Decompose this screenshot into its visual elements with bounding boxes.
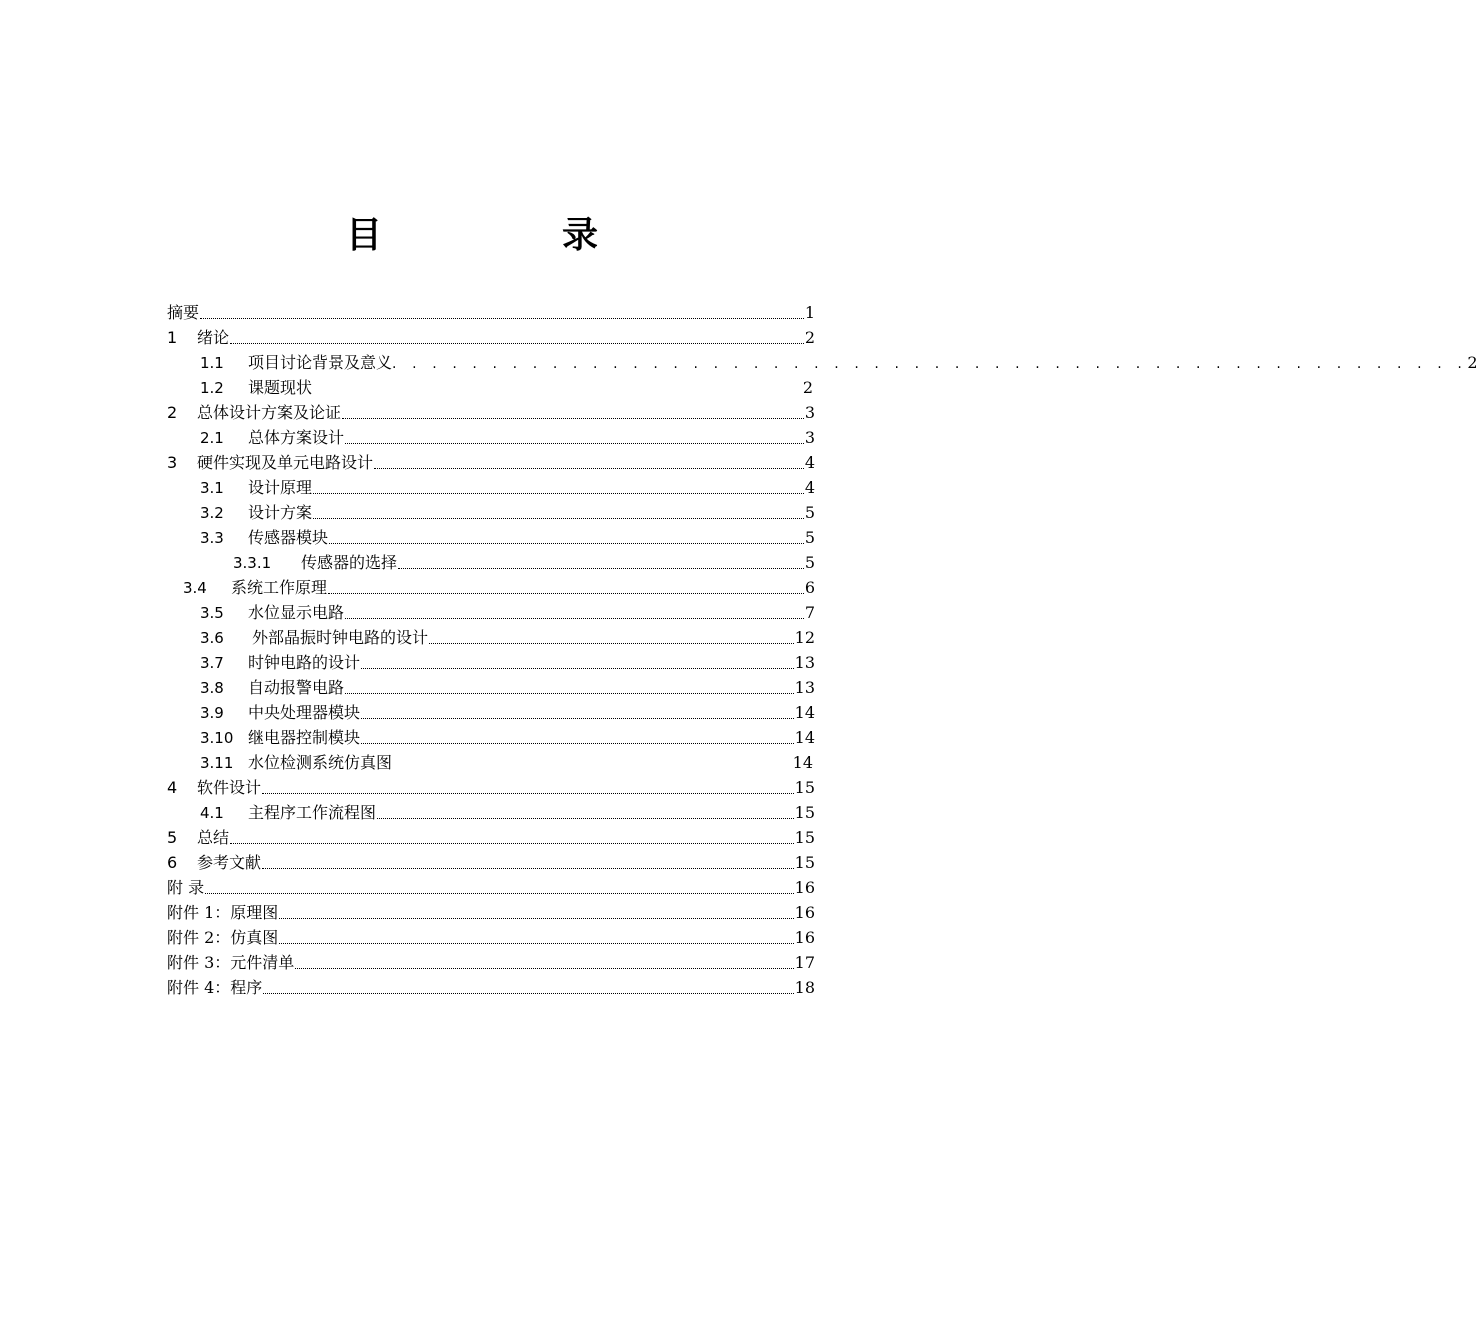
toc-dot-leader [429, 642, 794, 644]
toc-dot-leader [279, 942, 793, 944]
toc-section-number: 3.1 [200, 479, 224, 497]
toc-entry-text: 水位检测系统仿真图 [248, 753, 393, 772]
toc-entry-text: 传感器模块 [248, 528, 329, 547]
toc-entry-text: 附 录 [167, 878, 205, 897]
toc-dot-leader [313, 492, 804, 494]
toc-entry-6[interactable] [167, 848, 815, 873]
toc-dot-leader [262, 792, 794, 794]
toc-dot-leader [295, 967, 793, 969]
toc-entry-abstract[interactable] [167, 298, 815, 323]
toc-section-number: 3.5 [200, 604, 224, 622]
toc-entry-text: 继电器控制模块 [248, 728, 361, 747]
toc-entry-3-11[interactable] [167, 748, 815, 773]
toc-section-number: 3.9 [200, 704, 224, 722]
toc-page-number: 16 [794, 903, 815, 922]
toc-entry-3-6[interactable] [167, 623, 815, 648]
toc-section-number: 3.8 [200, 679, 224, 697]
toc-entry-text: 摘要 [167, 303, 200, 322]
toc-dot-leader: . . . . . . . . . . . . . . . . . . . . . . . . . . . . . . . . . . . . . . . . . . . . . . . . . . . . . . [392, 356, 1468, 372]
toc-section-number: 1.1 [200, 354, 224, 372]
toc-entry-text: 总体方案设计 [248, 428, 345, 447]
toc-entry-text: 水位显示电路 [248, 603, 345, 622]
toc-dot-leader [361, 717, 794, 719]
toc-section-number: 3 [167, 453, 178, 472]
toc-leader-blank [313, 393, 802, 394]
toc-dot-leader [361, 667, 794, 669]
toc-entry-text: 硬件实现及单元电路设计 [197, 453, 374, 472]
toc-entry-attachment-2[interactable] [167, 923, 815, 948]
toc-entry-3-3[interactable] [167, 523, 815, 548]
toc-section-number: 5 [167, 828, 178, 847]
toc-page-number: 15 [794, 853, 815, 872]
toc-dot-leader [262, 867, 794, 869]
toc-page-number: 4 [804, 453, 815, 472]
toc-section-number: 3.4 [183, 579, 207, 597]
toc-page-number: 14 [794, 703, 815, 722]
toc-page-number: 18 [794, 978, 815, 997]
toc-page-number: 4 [804, 478, 815, 497]
page-title: 目 录 [345, 215, 670, 256]
toc-dot-leader [345, 692, 794, 694]
toc-section-number: 3.6 [200, 629, 224, 647]
toc-section-number: 3.7 [200, 654, 224, 672]
toc-section-number: 1.2 [200, 379, 224, 397]
toc-page-number: 16 [794, 928, 815, 947]
toc-page-number: 12 [794, 628, 815, 647]
toc-entry-text: 自动报警电路 [248, 678, 345, 697]
toc-dot-leader [342, 417, 804, 419]
toc-entry-text: 外部晶振时钟电路的设计 [252, 628, 429, 647]
toc-page-number: 3 [804, 428, 815, 447]
toc-entry-1-1[interactable] [167, 348, 1478, 373]
toc-page-number: 2 [802, 378, 813, 397]
toc-entry-text: 附件 3：元件清单 [167, 953, 295, 972]
toc-entry-1[interactable] [167, 323, 815, 348]
toc-entry-3-3-1[interactable] [167, 548, 815, 573]
toc-page-number: 5 [804, 503, 815, 522]
toc-dot-leader [263, 992, 793, 994]
toc-entry-appendix[interactable] [167, 873, 815, 898]
toc-entry-text: 中央处理器模块 [248, 703, 361, 722]
toc-dot-leader [205, 892, 794, 894]
toc-entry-4[interactable] [167, 773, 815, 798]
toc-section-number: 4 [167, 778, 178, 797]
toc-section-number: 3.2 [200, 504, 224, 522]
toc-entry-3-1[interactable] [167, 473, 815, 498]
toc-dot-leader [361, 742, 794, 744]
toc-entry-3[interactable] [167, 448, 815, 473]
toc-entry-4-1[interactable] [167, 798, 815, 823]
toc-page-number: 17 [794, 953, 815, 972]
toc-entry-1-2[interactable] [167, 373, 815, 398]
toc-entry-text: 附件 2：仿真图 [167, 928, 279, 947]
toc-dot-leader [230, 842, 794, 844]
toc-page-number: 3 [804, 403, 815, 422]
toc-entry-3-10[interactable] [167, 723, 815, 748]
toc-dot-leader [345, 617, 804, 619]
toc-entry-3-4[interactable] [167, 573, 815, 598]
toc-section-number: 4.1 [200, 804, 224, 822]
toc-entry-text: 课题现状 [248, 378, 313, 397]
toc-dot-leader [374, 467, 804, 469]
toc-entry-3-5[interactable] [167, 598, 815, 623]
toc-page-number: 14 [794, 728, 815, 747]
toc-entry-2-1[interactable] [167, 423, 815, 448]
toc-dot-leader [279, 917, 793, 919]
toc-entry-text: 参考文献 [197, 853, 262, 872]
toc-page-number: 14 [792, 753, 813, 772]
toc-page-number: 5 [804, 553, 815, 572]
toc-section-number: 3.3 [200, 529, 224, 547]
toc-page-number: 2 [1467, 353, 1478, 372]
toc-entry-text: 主程序工作流程图 [248, 803, 377, 822]
toc-entry-text: 系统工作原理 [231, 578, 328, 597]
toc-dot-leader [313, 517, 804, 519]
toc-entry-text: 设计原理 [248, 478, 313, 497]
toc-page-number: 1 [804, 303, 815, 322]
toc-dot-leader [345, 442, 804, 444]
toc-page-number: 5 [804, 528, 815, 547]
toc-entry-text: 总结 [197, 828, 230, 847]
toc-section-number: 3.3.1 [233, 554, 272, 572]
toc-entry-text: 总体设计方案及论证 [197, 403, 342, 422]
toc-entry-attachment-4[interactable] [167, 973, 815, 998]
toc-section-number: 1 [167, 328, 178, 347]
toc-page-number: 7 [804, 603, 815, 622]
toc-entry-2[interactable] [167, 398, 815, 423]
toc-dot-leader [328, 592, 804, 594]
toc-dot-leader [200, 317, 804, 319]
toc-section-number: 3.11 [200, 754, 234, 772]
toc-dot-leader [230, 342, 804, 344]
toc-page-number: 6 [804, 578, 815, 597]
toc-entry-3-7[interactable] [167, 648, 815, 673]
toc-section-number: 2 [167, 403, 178, 422]
toc-entry-3-9[interactable] [167, 698, 815, 723]
toc-entry-3-2[interactable] [167, 498, 815, 523]
toc-entry-text: 时钟电路的设计 [248, 653, 361, 672]
toc-entry-3-8[interactable] [167, 673, 815, 698]
toc-entry-text: 设计方案 [248, 503, 313, 522]
toc-dot-leader [398, 567, 804, 569]
toc-section-number: 3.10 [200, 729, 234, 747]
toc-page-number: 13 [794, 678, 815, 697]
toc-entry-text: 附件 4：程序 [167, 978, 263, 997]
toc-dot-leader [329, 542, 804, 544]
toc-page-number: 15 [794, 828, 815, 847]
toc-entry-attachment-3[interactable] [167, 948, 815, 973]
toc-entry-text: 附件 1：原理图 [167, 903, 279, 922]
toc-entry-attachment-1[interactable] [167, 898, 815, 923]
toc-dot-leader [377, 817, 794, 819]
toc-entry-5[interactable] [167, 823, 815, 848]
toc-entry-text: 项目讨论背景及意义 [248, 353, 393, 372]
toc-page-number: 13 [794, 653, 815, 672]
toc-entry-text: 绪论 [197, 328, 230, 347]
toc-page-number: 2 [804, 328, 815, 347]
toc-page-number: 16 [794, 878, 815, 897]
toc-section-number: 6 [167, 853, 178, 872]
toc-entry-text: 传感器的选择 [301, 553, 398, 572]
table-of-contents [167, 298, 1478, 998]
toc-leader-blank [393, 768, 792, 769]
toc-entry-text: 软件设计 [197, 778, 262, 797]
toc-page-number: 15 [794, 778, 815, 797]
toc-page-number: 15 [794, 803, 815, 822]
toc-section-number: 2.1 [200, 429, 224, 447]
